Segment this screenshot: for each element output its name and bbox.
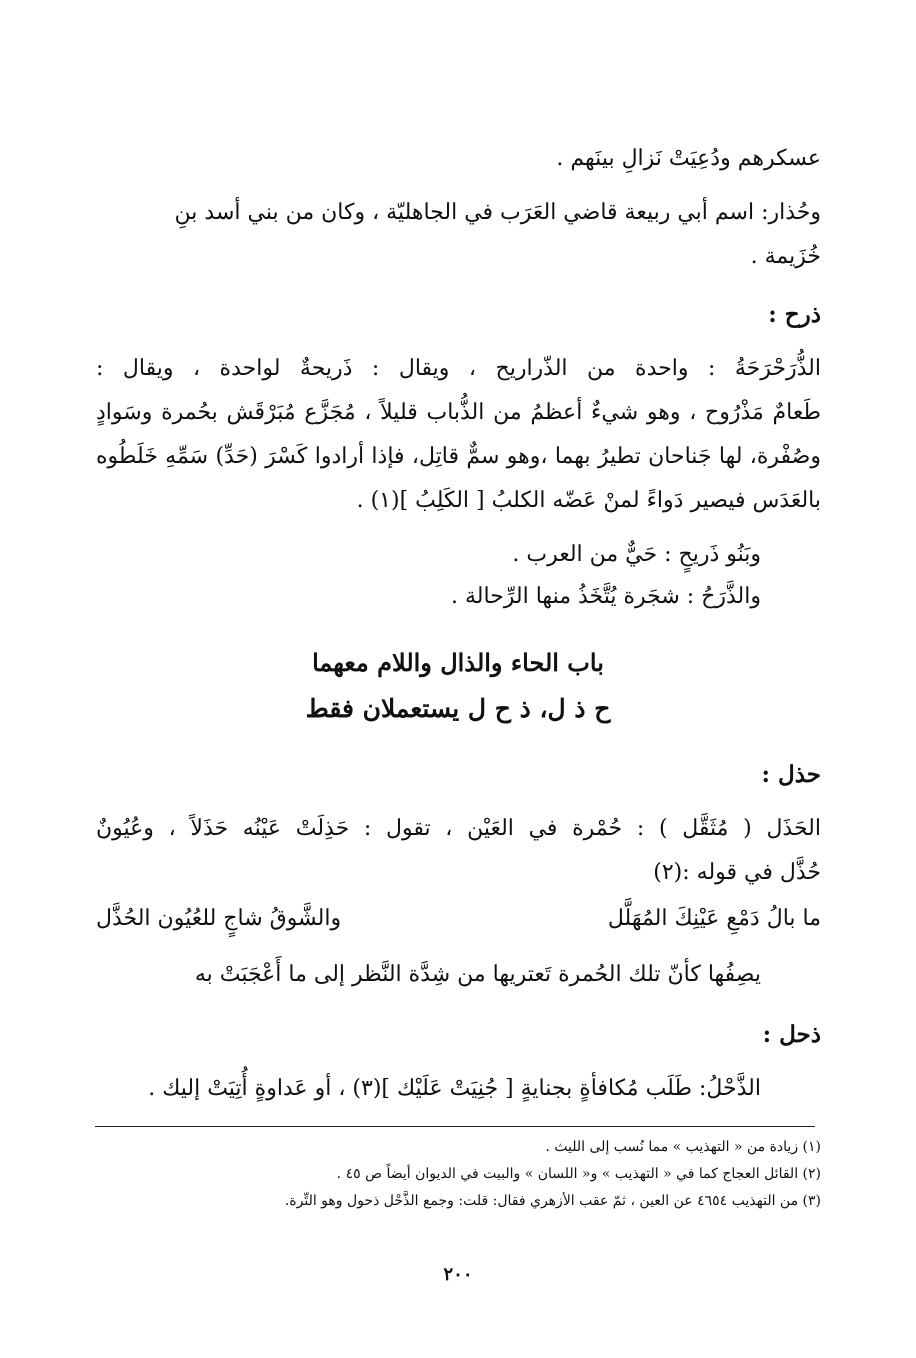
verse-hemistich: والشَّوقُ شاجٍ للعُيُون الحُذَّل [96,906,342,931]
text-line: يصِفُها كأنّ تلك الحُمرة تَعتريها من شِدَّة النَّظر إلى ما أَعْجَبَتْ به [194,962,761,987]
entry-heading: حذل : [761,761,821,788]
text-line: عسكرهم ودُعِيَتْ نَزالِ بينَهم . [556,146,821,171]
text-line: وبَنُو ذَريحٍ : حَيٌّ من العرب . [512,542,761,567]
footnote: (٢) القائل العجاج كما في « التهذيب » و« اللسان » والبيت في الديوان أيضاً ص ٤٥ . [336,1166,821,1182]
footnote: (١) زيادة من « التهذيب » مما نُسب إلى الليث . [545,1139,821,1155]
entry-heading: ذحل : [762,1021,821,1048]
text-line: طَعامٌ مَذْرُوح ، وهو شيءٌ أعظمُ من الذُّباب قليلاً ، مُجَزَّع مُبَرْقَش بحُمرة وسَوادٍ [96,400,821,425]
verse-hemistich: ما بالُ دَمْعِ عَيْنِكَ المُهَلَّل [607,906,821,931]
text-line: الذَّحْلُ: طَلَب مُكافأةٍ بجنايةٍ [ جُنِيَتْ عَلَيْك ](٣) ، أو عَداوةٍ أُتِيَتْ إليك . [148,1076,761,1101]
text-line: والذَّرَحُ : شجَرة يُتَّخَذُ منها الرِّحالة . [450,584,761,609]
page-number: ٢٠٠ [443,1264,473,1285]
text-line: بالعَدَس فيصير دَواءً لمنْ عَضّه الكلبُ [ الكَلِبُ ](١) . [356,488,821,513]
chapter-subtitle: ح ذ ل، ذ ح ل يستعملان فقط [305,694,611,723]
footnote: (٣) من التهذيب ٤٦٥٤ عن العين ، ثمّ عقب الأزهري فقال: قلت: وجمع الذَّحْل ذحول وهو التِّرة. [284,1193,821,1209]
text-line: خُزَيمة . [750,244,821,269]
entry-heading: ذرح : [768,301,821,328]
text-line: الذُّرَحْرَحَةُ : واحدة من الذّراريح ، ويقال : ذَريحةٌ لواحدة ، ويقال : [96,356,821,381]
footnote-divider [95,1126,815,1127]
text-line: وصُفْرة، لها جَناحان تطيرُ بهما ،وهو سمٌّ قاتِل، فإذا أرادوا كَسْرَ (حَدِّ) سَمِّهِ خَلَطُوه [96,444,821,469]
chapter-title: باب الحاء والذال واللام معهما [312,648,604,677]
text-line: حُذَّل في قوله :(٢) [653,860,821,885]
text-line: الحَذَل ( مُثَقَّل ) : حُمْرة في العَيْن ، تقول : حَذِلَتْ عَيْنُه حَذَلاً ، وعُيُونٌ [96,816,821,841]
text-line: وحُذار: اسم أبي ربيعة قاضي العَرَب في الجاهليّة ، وكان من بني أسد بنِ [174,200,821,225]
